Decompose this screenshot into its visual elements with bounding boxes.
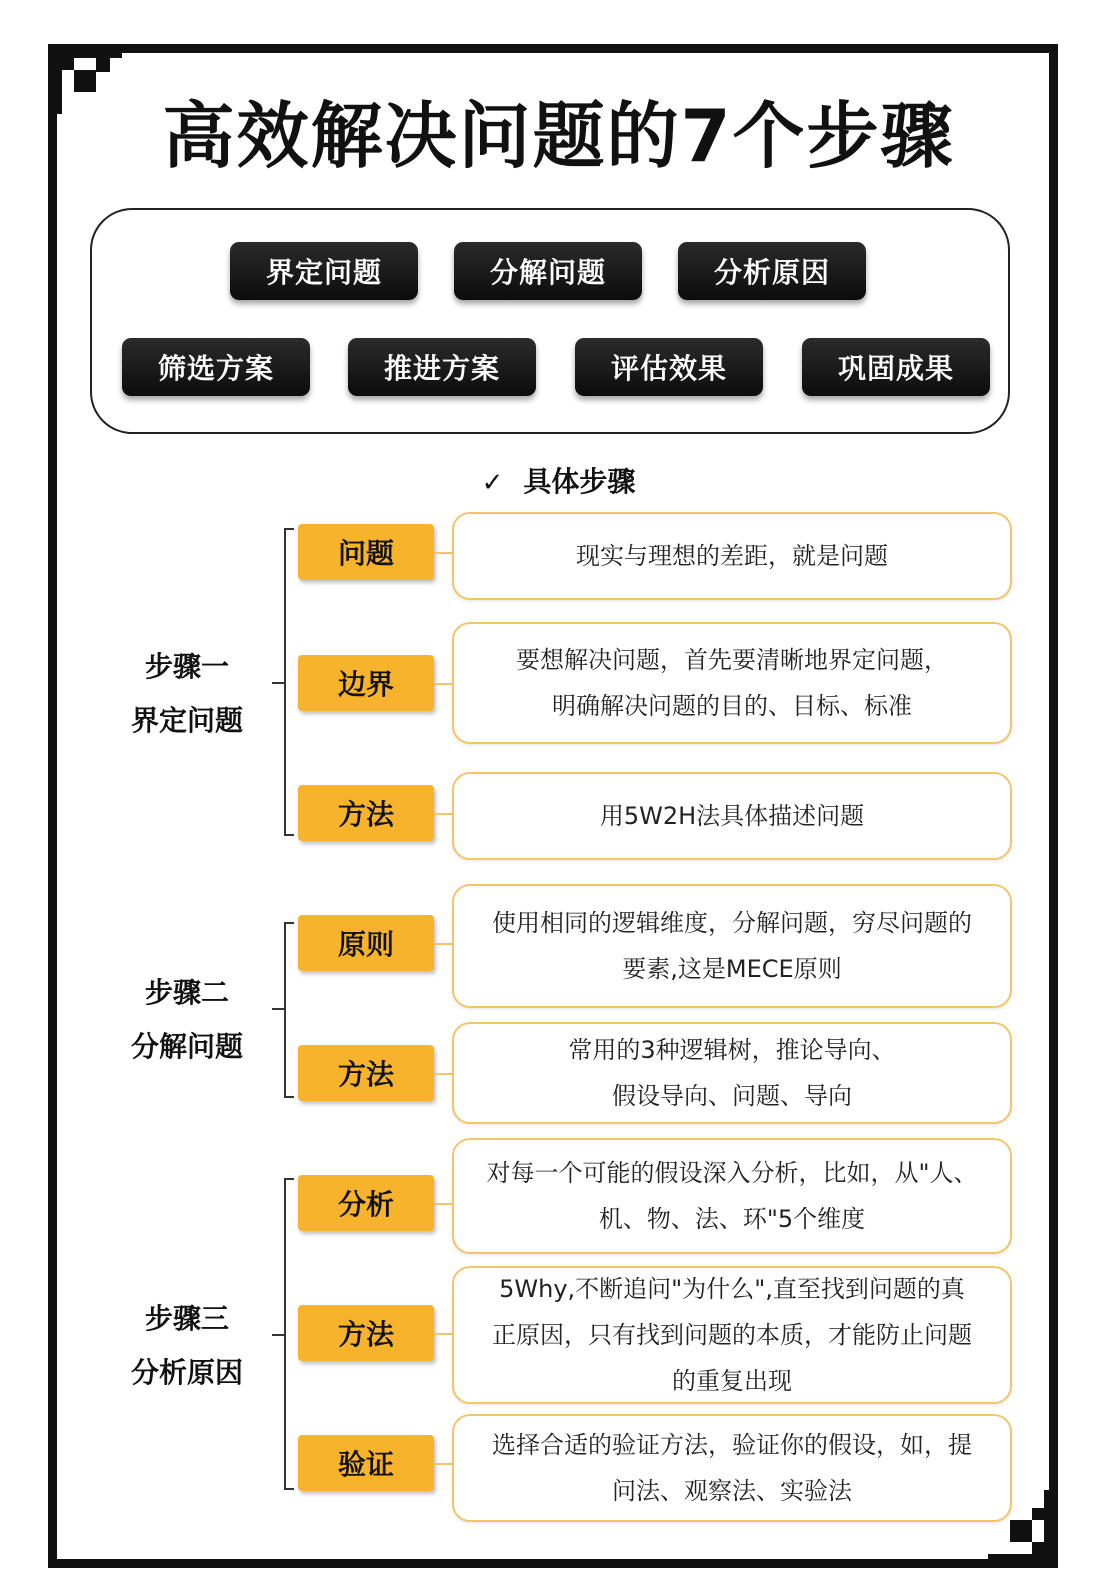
step-number: 步骤二 xyxy=(144,976,229,1009)
overview-step-chip: 界定问题 xyxy=(230,242,418,300)
description-line: 选择合适的验证方法，验证你的假设，如，提 xyxy=(492,1431,972,1459)
item-tag: 方法 xyxy=(298,1045,434,1101)
tag-connector xyxy=(434,1463,452,1465)
step-number: 步骤三 xyxy=(144,1302,229,1335)
description-line: 要素,这是MECE原则 xyxy=(622,955,842,983)
description-line: 的重复出现 xyxy=(672,1367,792,1395)
item-tag: 方法 xyxy=(298,785,434,841)
item-description xyxy=(452,1266,1012,1404)
overview-step-chip: 分解问题 xyxy=(454,242,642,300)
step-label xyxy=(112,1292,262,1400)
tag-connector xyxy=(434,943,452,945)
check-icon: ✓ xyxy=(481,468,504,498)
pixel-corner-bottom-right xyxy=(1032,1542,1058,1568)
item-tag: 分析 xyxy=(298,1175,434,1231)
item-description xyxy=(452,1414,1012,1522)
page-title: 高效解决问题的7个步骤 xyxy=(162,94,955,178)
description-line: 明确解决问题的目的、目标、标准 xyxy=(552,692,912,720)
pixel-corner-bottom-right xyxy=(1032,1508,1044,1520)
description-line: 用5W2H法具体描述问题 xyxy=(599,802,865,830)
step-bracket xyxy=(284,1178,294,1490)
step-name: 分析原因 xyxy=(130,1356,243,1389)
tag-connector xyxy=(434,1333,452,1335)
pixel-corner-top-left xyxy=(96,58,110,72)
item-tag: 问题 xyxy=(298,524,434,580)
description-line: 正原因，只有找到问题的本质，才能防止问题 xyxy=(492,1321,972,1349)
item-description xyxy=(452,512,1012,600)
item-description xyxy=(452,622,1012,744)
description-line: 常用的3种逻辑树，推论导向、 xyxy=(568,1036,896,1064)
step-bracket xyxy=(284,922,294,1098)
description-line: 机、物、法、环"5个维度 xyxy=(598,1205,866,1233)
pixel-corner-bottom-right xyxy=(1010,1520,1032,1542)
step-label xyxy=(112,640,262,748)
item-description xyxy=(452,884,1012,1008)
description-line: 5Why,不断追问"为什么",直至找到问题的真 xyxy=(499,1275,965,1303)
item-tag: 边界 xyxy=(298,655,434,711)
tag-connector xyxy=(434,813,452,815)
description-line: 使用相同的逻辑维度，分解问题，穷尽问题的 xyxy=(492,909,972,937)
tag-connector xyxy=(434,1203,452,1205)
tag-connector xyxy=(434,683,452,685)
description-line: 要想解决问题，首先要清晰地界定问题， xyxy=(516,646,948,674)
section-heading-text: 具体步骤 xyxy=(523,465,636,498)
description-line: 现实与理想的差距，就是问题 xyxy=(576,542,888,570)
item-description xyxy=(452,1138,1012,1254)
description-line: 对每一个可能的假设深入分析，比如，从"人、 xyxy=(486,1159,978,1187)
overview-step-chip: 推进方案 xyxy=(348,338,536,396)
step-name: 分解问题 xyxy=(130,1030,243,1063)
pixel-corner-bottom-right xyxy=(1044,1490,1058,1542)
item-tag: 原则 xyxy=(298,915,434,971)
item-tag: 方法 xyxy=(298,1305,434,1361)
item-description xyxy=(452,772,1012,860)
item-description xyxy=(452,1022,1012,1124)
overview-step-chip: 巩固成果 xyxy=(802,338,990,396)
step-label xyxy=(112,966,262,1074)
overview-step-chip: 评估效果 xyxy=(575,338,763,396)
pixel-corner-top-left xyxy=(74,44,122,58)
description-line: 假设导向、问题、导向 xyxy=(612,1082,852,1110)
section-heading xyxy=(0,460,1117,500)
pixel-corner-top-left xyxy=(48,44,74,70)
description-line: 问法、观察法、实验法 xyxy=(612,1477,852,1505)
step-number: 步骤一 xyxy=(144,650,229,683)
step-name: 界定问题 xyxy=(130,704,243,737)
pixel-corner-bottom-right xyxy=(988,1554,1032,1568)
tag-connector xyxy=(434,1073,452,1075)
overview-step-chip: 筛选方案 xyxy=(122,338,310,396)
overview-step-chip: 分析原因 xyxy=(678,242,866,300)
tag-connector xyxy=(434,552,452,554)
step-bracket xyxy=(284,528,294,836)
item-tag: 验证 xyxy=(298,1435,434,1491)
